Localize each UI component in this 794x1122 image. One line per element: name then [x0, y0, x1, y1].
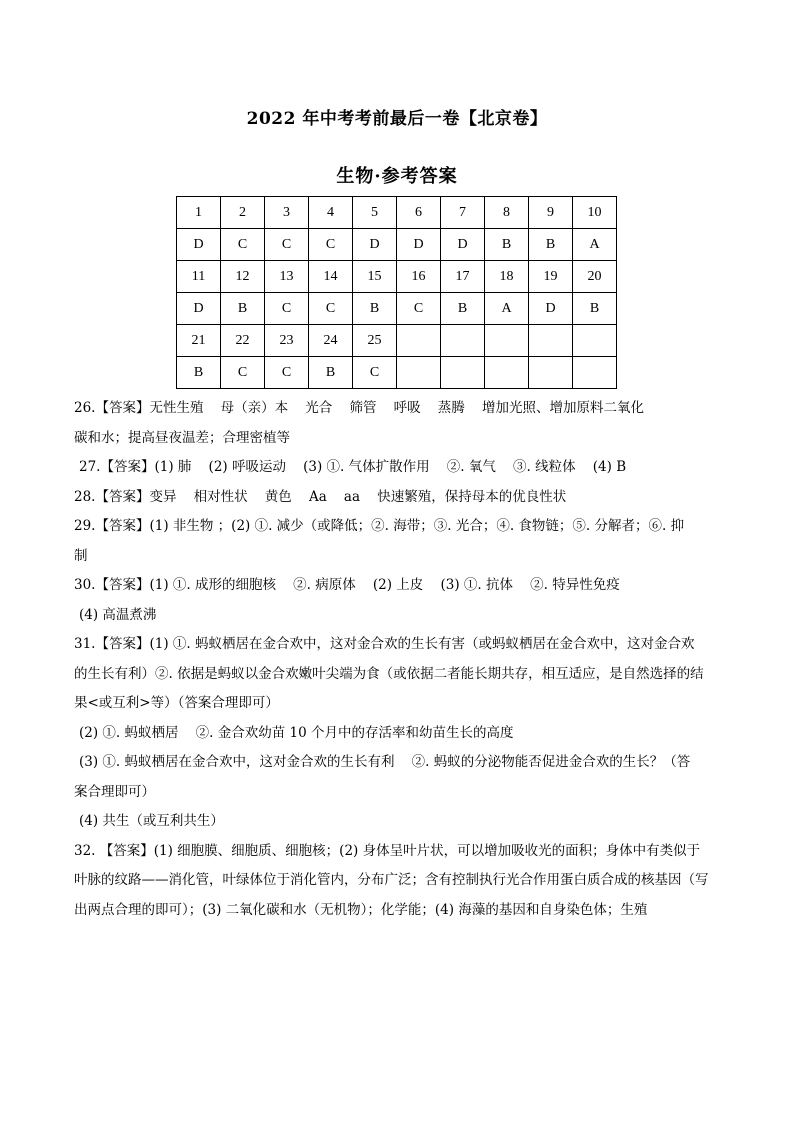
table-cell: 6 [397, 197, 441, 229]
answer-line: (4) 高温煮沸 [79, 606, 157, 623]
table-cell: B [529, 229, 573, 261]
table-cell: 15 [353, 261, 397, 293]
table-cell: C [265, 357, 309, 389]
table-cell: B [309, 357, 353, 389]
table-cell: 12 [221, 261, 265, 293]
answers-section [74, 394, 724, 925]
answer-line: 32. 【答案】(1) 细胞膜、细胞质、细胞核；(2) 身体呈叶片状，可以增加吸收光的面积；身体中有类似于 [74, 842, 701, 859]
table-cell: B [177, 357, 221, 389]
table-cell [397, 357, 441, 389]
table-cell: 18 [485, 261, 529, 293]
table-cell: 5 [353, 197, 397, 229]
table-cell [573, 325, 617, 357]
table-cell: 1 [177, 197, 221, 229]
answer-line: 制 [74, 547, 88, 564]
answer-line: 碳和水；提高昼夜温差；合理密植等 [74, 429, 290, 446]
table-cell [397, 325, 441, 357]
answer-line: 的生长有利）②. 依据是蚂蚁以金合欢嫩叶尖端为食（或依据二者能长期共存，相互适应，是自然选择的结 [74, 665, 704, 682]
table-cell: 21 [177, 325, 221, 357]
answer-line: (2) ①. 蚂蚁栖居 ②. 金合欢幼苗 10 个月中的存活率和幼苗生长的高度 [79, 724, 514, 741]
table-cell: 14 [309, 261, 353, 293]
table-cell: 23 [265, 325, 309, 357]
table-cell [441, 325, 485, 357]
table-cell: D [177, 229, 221, 261]
table-cell: C [265, 229, 309, 261]
table-row [177, 197, 617, 229]
table-cell [441, 357, 485, 389]
table-cell: 25 [353, 325, 397, 357]
table-cell: 8 [485, 197, 529, 229]
table-row [177, 293, 617, 325]
answer-line: 26.【答案】无性生殖 母（亲）本 光合 筛管 呼吸 蒸腾 增加光照、增加原料二氧化 [74, 400, 644, 416]
table-cell: B [221, 293, 265, 325]
table-cell: D [177, 293, 221, 325]
table-cell: D [353, 229, 397, 261]
table-cell: C [265, 293, 309, 325]
answer-line: 出两点合理的即可）；(3) 二氧化碳和水（无机物）；化学能；(4) 海藻的基因和自身染色体；生殖 [74, 901, 648, 918]
table-cell: 13 [265, 261, 309, 293]
table-cell: C [353, 357, 397, 389]
answer-line: (4) 共生（或互利共生） [79, 813, 224, 829]
table-cell: C [397, 293, 441, 325]
table-cell: B [441, 293, 485, 325]
table-cell: 17 [441, 261, 485, 293]
page-title: 2022 年中考考前最后一卷【北京卷】 [246, 109, 548, 129]
table-cell: 16 [397, 261, 441, 293]
table-cell: D [441, 229, 485, 261]
answer-line: 27.【答案】(1) 肺 (2) 呼吸运动 (3) ①. 气体扩散作用 ②. 氧气 ③. 线粒体 (4) B [79, 459, 627, 475]
table-cell: D [529, 293, 573, 325]
page-subtitle: 生物·参考答案 [336, 166, 458, 187]
answer-line: 28.【答案】变异 相对性状 黄色 Aa aa 快速繁殖，保持母本的优良性状 [74, 488, 567, 505]
table-cell: A [485, 293, 529, 325]
table-cell: 19 [529, 261, 573, 293]
answer-line: 案合理即可） [74, 783, 155, 800]
table-cell [485, 357, 529, 389]
answer-line: 29.【答案】(1) 非生物 ；(2) ①. 减少（或降低；②. 海带；③. 光合；④. 食物链；⑤. 分解者；⑥. 抑 [74, 518, 685, 534]
table-cell: C [309, 293, 353, 325]
table-cell: C [221, 357, 265, 389]
table-cell: C [309, 229, 353, 261]
table-row [177, 325, 617, 357]
table-cell: 4 [309, 197, 353, 229]
table-row [177, 229, 617, 261]
answer-table [176, 196, 617, 389]
table-cell: B [485, 229, 529, 261]
table-cell: 11 [177, 261, 221, 293]
table-cell: B [353, 293, 397, 325]
table-cell: 10 [573, 197, 617, 229]
table-cell [485, 325, 529, 357]
table-cell: 7 [441, 197, 485, 229]
answer-line: 31.【答案】(1) ①. 蚂蚁栖居在金合欢中，这对金合欢的生长有害（或蚂蚁栖居在金合欢中，这对金合欢 [74, 636, 695, 652]
table-row [177, 357, 617, 389]
table-cell: 20 [573, 261, 617, 293]
table-cell: C [221, 229, 265, 261]
table-cell: 3 [265, 197, 309, 229]
table-cell: A [573, 229, 617, 261]
answer-line: 30.【答案】(1) ①. 成形的细胞核 ②. 病原体 (2) 上皮 (3) ①. 抗体 ②. 特异性免疫 [74, 577, 620, 593]
table-cell [529, 357, 573, 389]
table-cell: 24 [309, 325, 353, 357]
table-cell: 22 [221, 325, 265, 357]
table-cell: D [397, 229, 441, 261]
table-cell: 9 [529, 197, 573, 229]
answer-line: 叶脉的纹路——消化管，叶绿体位于消化管内，分布广泛；含有控制执行光合作用蛋白质合成的核基因（写 [74, 872, 709, 888]
table-row [177, 261, 617, 293]
table-cell: 2 [221, 197, 265, 229]
answer-line: 果<或互利>等）（答案合理即可） [74, 695, 279, 711]
table-cell: B [573, 293, 617, 325]
answer-line: (3) ①. 蚂蚁栖居在金合欢中，这对金合欢的生长有利 ②. 蚂蚁的分泌物能否促进金合欢的生长？（答 [79, 754, 691, 770]
table-cell [573, 357, 617, 389]
table-cell [529, 325, 573, 357]
